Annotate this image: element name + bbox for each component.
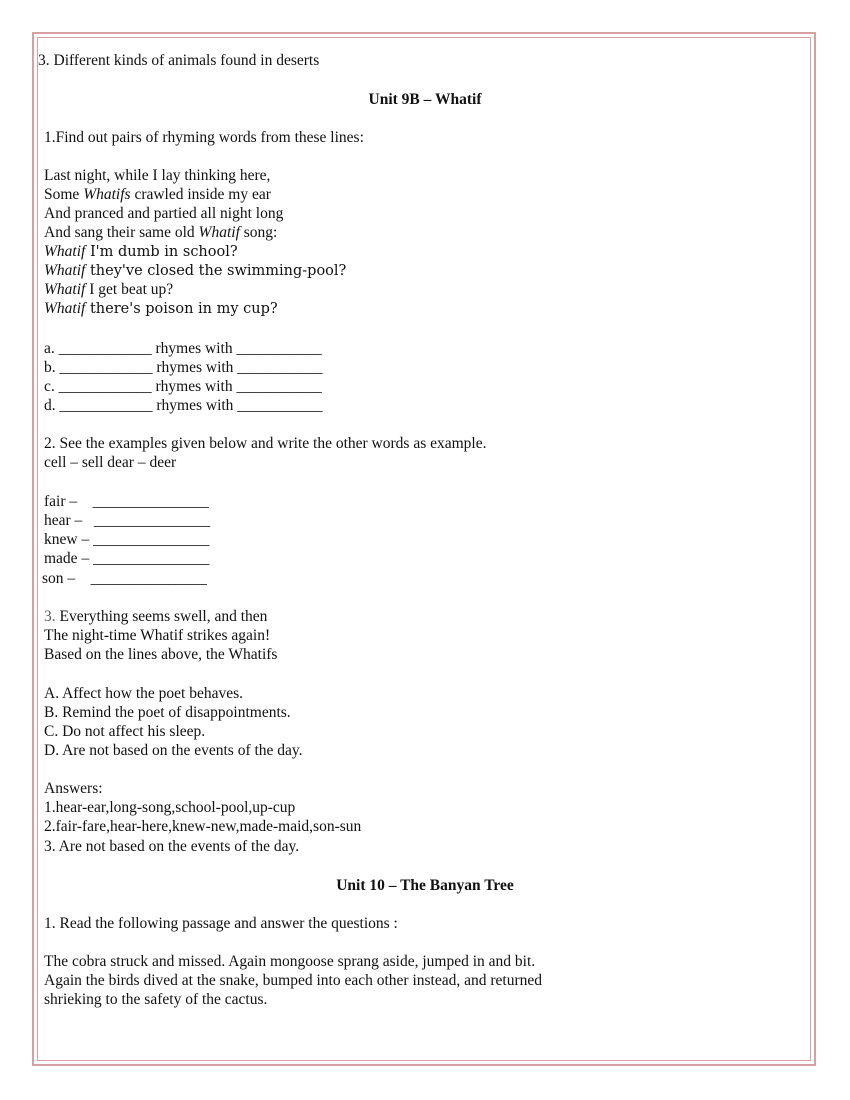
homophone-answer-row[interactable]: made – _______________ bbox=[44, 550, 210, 567]
poem-line: And pranced and partied all night long bbox=[44, 205, 284, 222]
poem-line: Whatif I get beat up? bbox=[44, 281, 174, 298]
poem-line: Last night, while I lay thinking here, bbox=[44, 167, 271, 184]
q3-line: Based on the lines above, the Whatifs bbox=[44, 646, 278, 663]
rhyme-answer-row[interactable]: d. ____________ rhymes with ___________ bbox=[44, 397, 323, 414]
poem-line: And sang their same old Whatif song: bbox=[44, 224, 278, 241]
unit-10-title: Unit 10 – The Banyan Tree bbox=[336, 877, 514, 894]
answer-line: 2.fair-fare,hear-here,knew-new,made-maid,son-sun bbox=[44, 818, 362, 835]
q3-option[interactable]: C. Do not affect his sleep. bbox=[44, 723, 206, 740]
poem-line: Whatif there's poison in my cup? bbox=[44, 300, 278, 317]
q3-line: The night-time Whatif strikes again! bbox=[44, 627, 271, 644]
poem-line: Some Whatifs crawled inside my ear bbox=[44, 186, 271, 203]
homophone-answer-row[interactable]: knew – _______________ bbox=[44, 531, 210, 548]
passage-line: shrieking to the safety of the cactus. bbox=[44, 991, 268, 1008]
q3-line: 3. Everything seems swell, and then bbox=[44, 608, 268, 625]
answers-heading: Answers: bbox=[44, 780, 103, 797]
answer-line: 1.hear-ear,long-song,school-pool,up-cup bbox=[44, 799, 296, 816]
rhyme-question-prompt: 1.Find out pairs of rhyming words from these lines: bbox=[44, 129, 364, 146]
unit-9b-title: Unit 9B – Whatif bbox=[368, 91, 482, 108]
poem-line: Whatif I'm dumb in school? bbox=[44, 243, 238, 260]
poem-line: Whatif they've closed the swimming-pool? bbox=[44, 262, 347, 279]
passage-line: The cobra struck and missed. Again mongoose sprang aside, jumped in and bit. bbox=[44, 953, 536, 970]
rhyme-answer-row[interactable]: b. ____________ rhymes with ___________ bbox=[44, 359, 323, 376]
homophone-question-prompt: 2. See the examples given below and write the other words as example. bbox=[44, 435, 487, 452]
homophone-example: cell – sell dear – deer bbox=[44, 454, 177, 471]
rhyme-answer-row[interactable]: a. ____________ rhymes with ___________ bbox=[44, 340, 322, 357]
q3-number: 3. bbox=[44, 608, 56, 625]
homophone-answer-row[interactable]: hear – _______________ bbox=[44, 512, 211, 529]
homophone-answer-row[interactable]: son – _______________ bbox=[42, 570, 207, 587]
homophone-answer-row[interactable]: fair – _______________ bbox=[44, 493, 209, 510]
passage-line: Again the birds dived at the snake, bumped into each other instead, and returned bbox=[44, 972, 542, 989]
previous-question-line: 3. Different kinds of animals found in deserts bbox=[38, 52, 320, 69]
answer-line: 3. Are not based on the events of the day. bbox=[44, 838, 300, 855]
rhyme-answer-row[interactable]: c. ____________ rhymes with ___________ bbox=[44, 378, 322, 395]
q3-option[interactable]: D. Are not based on the events of the day. bbox=[44, 742, 303, 759]
q3-option[interactable]: B. Remind the poet of disappointments. bbox=[44, 704, 291, 721]
passage-question-prompt: 1. Read the following passage and answer the questions : bbox=[44, 915, 398, 932]
q3-option[interactable]: A. Affect how the poet behaves. bbox=[44, 685, 244, 702]
